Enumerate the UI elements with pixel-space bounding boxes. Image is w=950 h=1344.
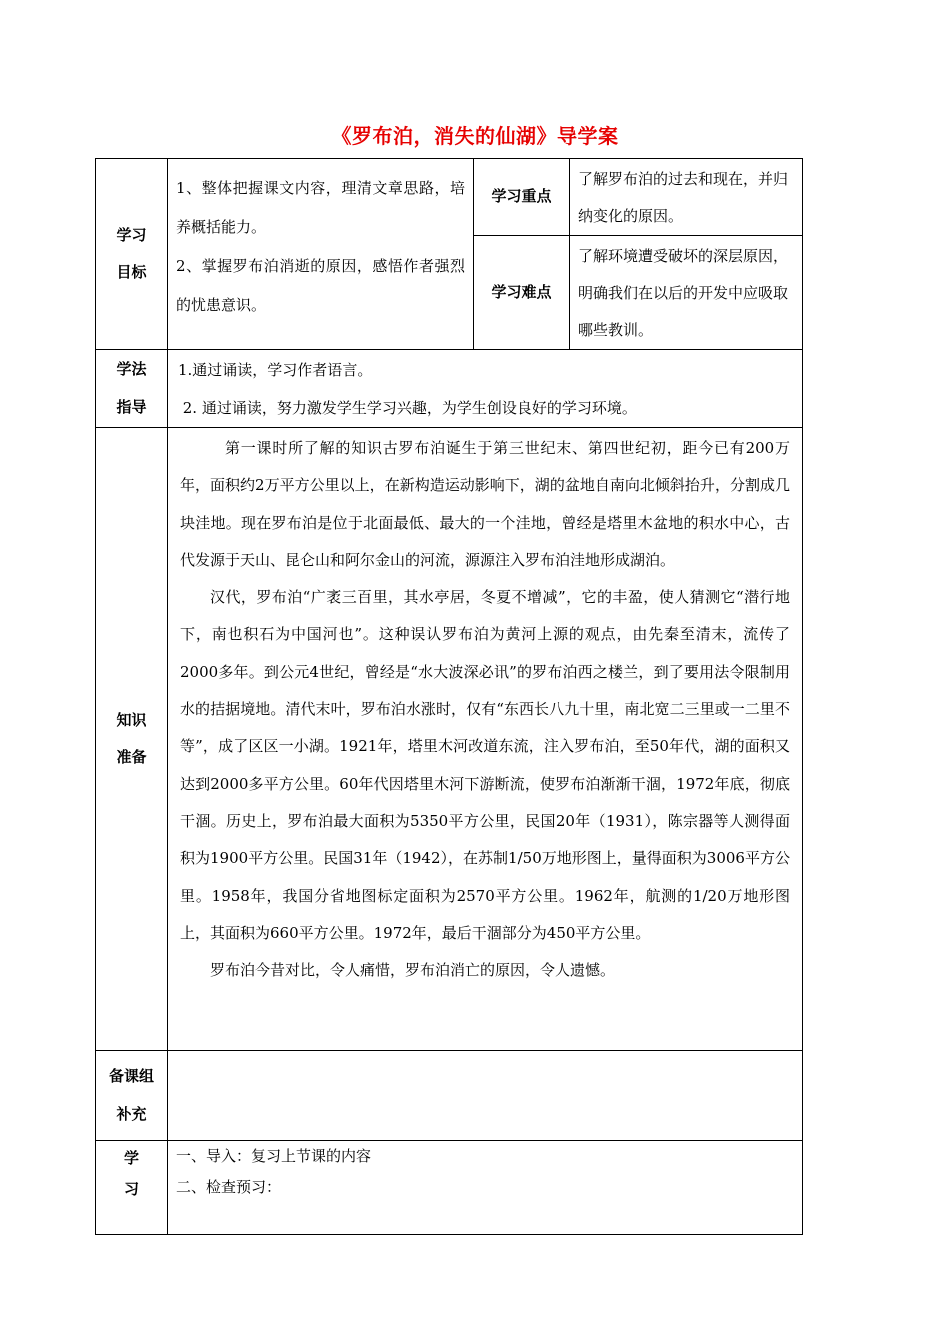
difficulty-label: 学习难点 <box>474 236 570 350</box>
lesson-plan-table <box>95 158 803 1235</box>
knowledge-row <box>96 428 803 1051</box>
supplement-row <box>96 1051 803 1141</box>
goals-text <box>168 159 474 350</box>
method-item-2: 2. 通过诵读，努力激发学生学习兴趣，为学生创设良好的学习环境。 <box>178 398 637 417</box>
study-item-1: 一、导入：复习上节课的内容 <box>176 1147 372 1165</box>
knowledge-label: 知识 准备 <box>96 428 168 1051</box>
supplement-label: 备课组 补充 <box>96 1051 168 1141</box>
knowledge-paragraph-3: 罗布泊今昔对比，令人痛惜，罗布泊消亡的原因，令人遗憾。 <box>210 961 616 980</box>
focus-label: 学习重点 <box>474 159 570 236</box>
method-row <box>96 350 803 428</box>
supplement-text <box>168 1051 803 1141</box>
knowledge-paragraph-1: 第一课时所了解的知识古罗布泊诞生于第三世纪末、第四世纪初，距今已有200万年，面积约2万平方公里以上，在新构造运动影响下，湖的盆地自南向北倾斜抬升，分割成几块洼地。现在罗布泊是位于北面最低、最大的一个洼地，曾经是塔里木盆地的积水中心，古代发源于天山、昆仑山和阿尔金山的河流，源源注入罗布泊洼地形成湖泊。 <box>180 439 790 569</box>
document-title: 《罗布泊，消失的仙湖》导学案 <box>331 124 619 148</box>
focus-text: 了解罗布泊的过去和现在，并归纳变化的原因。 <box>570 159 803 236</box>
method-label: 学法 指导 <box>96 350 168 428</box>
knowledge-paragraph-2: 汉代，罗布泊“广袤三百里，其水亭居，冬夏不增减”，它的丰盈，使人猜测它“潜行地下，南也积石为中国河也”。这种误认罗布泊为黄河上源的观点，由先秦至清末，流传了2000多年。到公元4世纪，曾经是“水大波深必讯”的罗布泊西之楼兰，到了要用法令限制用水的拮据境地。清代末叶，罗布泊水涨时，仅有“东西长八九十里，南北宽二三里或一二里不等”，成了区区一小湖。1921年，塔里木河改道东流，注入罗布泊，至50年代，湖的面积又达到2000多平方公里。60年代因塔里木河下游断流，使罗布泊渐渐干涸，1972年底，彻底干涸。历史上，罗布泊最大面积为5350平方公里，民国20年（1931），陈宗器等人测得面积为1900平方公里。民国31年（1942），在苏制1/50万地形图上，量得面积为3006平方公里。1958年，我国分省地图标定面积为2570平方公里。1962年，航测的1/20万地形图上，其面积为660平方公里。1972年，最后干涸部分为450平方公里。 <box>180 588 790 942</box>
study-item-2: 二、检查预习： <box>176 1178 282 1196</box>
study-label: 学 习 <box>96 1141 168 1235</box>
goals-label: 学习 目标 <box>96 159 168 350</box>
study-row <box>96 1141 803 1235</box>
difficulty-text: 了解环境遭受破坏的深层原因，明确我们在以后的开发中应吸取哪些教训。 <box>570 236 803 350</box>
method-text <box>168 350 803 428</box>
study-text <box>168 1141 803 1235</box>
goals-text-content: 1、整体把握课文内容，理清文章思路，培养概括能力。 2、掌握罗布泊消逝的原因，感悟作者强烈的忧患意识。 <box>176 179 465 314</box>
goals-row-top <box>96 159 803 236</box>
method-item-1: 1.通过诵读，学习作者语言。 <box>178 361 373 379</box>
knowledge-text <box>168 428 803 1051</box>
